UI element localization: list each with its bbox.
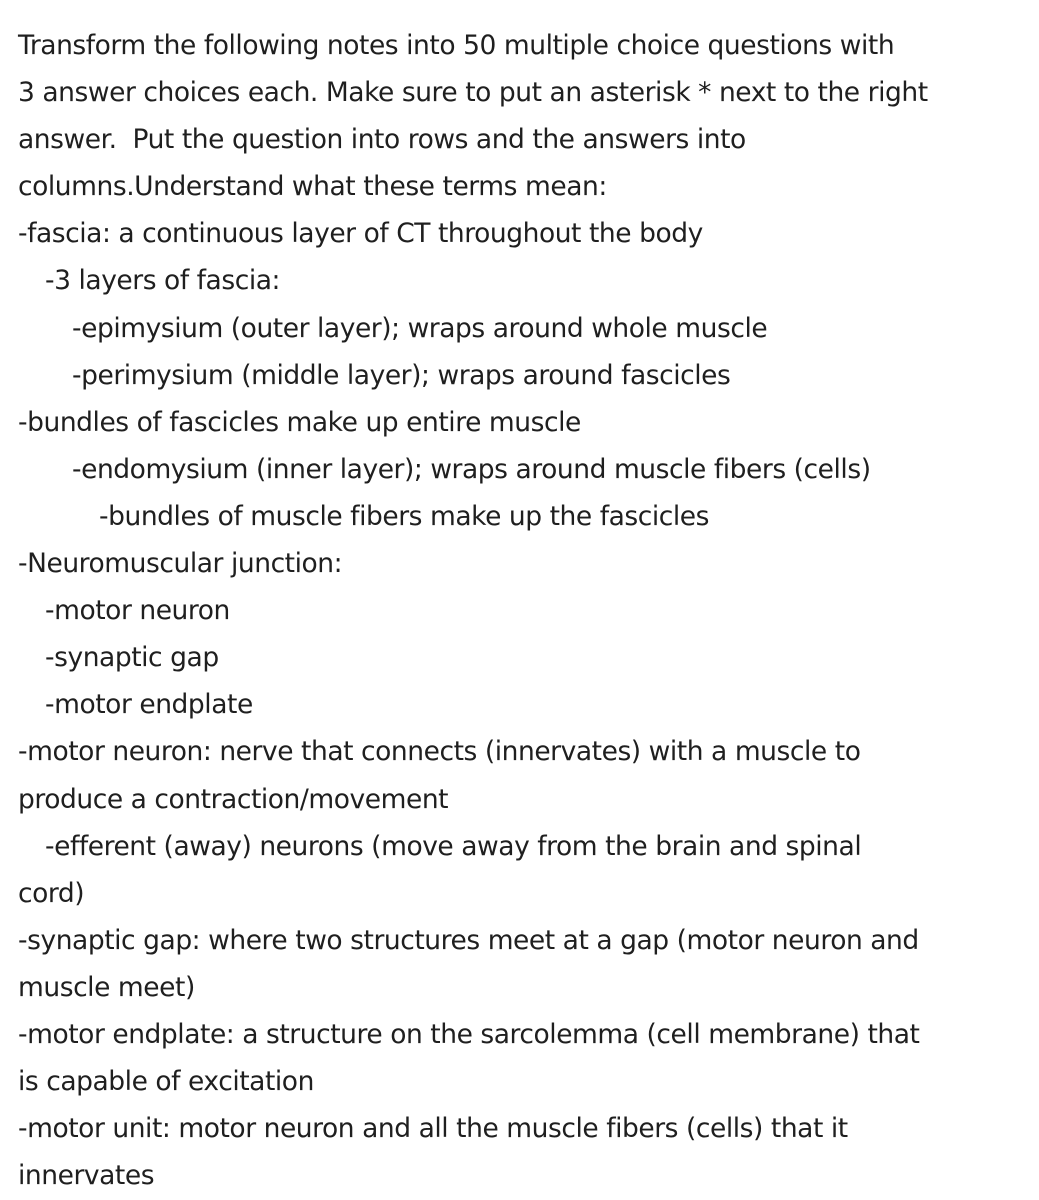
note-efferent-1: -efferent (away) neurons (move away from the brain and spinal — [45, 830, 862, 862]
note-motor-neuron-def-1: -motor neuron: nerve that connects (innervates) with a muscle to — [18, 736, 861, 768]
note-synaptic-gap-def-1: -synaptic gap: where two structures meet at a gap (motor neuron and — [18, 924, 919, 956]
note-three-layers: -3 layers of fascia: — [45, 265, 280, 297]
note-motor-neuron-def-2: produce a contraction/movement — [18, 783, 449, 815]
note-fascia: -fascia: a continuous layer of CT throughout the body — [18, 218, 703, 250]
note-synaptic-gap-def-2: muscle meet) — [18, 971, 195, 1003]
note-neuromuscular-junction: -Neuromuscular junction: — [18, 548, 343, 580]
instruction-line-3: answer. Put the question into rows and the answers into — [18, 124, 746, 156]
instruction-line-4: columns.Understand what these terms mean: — [18, 171, 607, 203]
note-efferent-2: cord) — [18, 877, 85, 909]
note-endomysium: -endomysium (inner layer); wraps around muscle fibers (cells) — [72, 453, 871, 485]
note-motor-endplate-def-1: -motor endplate: a structure on the sarcolemma (cell membrane) that — [18, 1018, 920, 1050]
note-epimysium: -epimysium (outer layer); wraps around whole muscle — [72, 312, 768, 344]
note-nmj-motor-endplate: -motor endplate — [45, 689, 253, 721]
instruction-line-2: 3 answer choices each. Make sure to put an asterisk * next to the right — [18, 77, 928, 109]
note-motor-unit-def-1: -motor unit: motor neuron and all the muscle fibers (cells) that it — [18, 1113, 848, 1145]
note-motor-unit-def-2: innervates — [18, 1160, 155, 1192]
note-motor-endplate-def-2: is capable of excitation — [18, 1066, 314, 1098]
note-perimysium: -perimysium (middle layer); wraps around fascicles — [72, 359, 731, 391]
note-bundles-fascicles: -bundles of fascicles make up entire muscle — [18, 406, 581, 438]
note-bundles-fibers: -bundles of muscle fibers make up the fascicles — [99, 500, 710, 532]
instruction-line-1: Transform the following notes into 50 multiple choice questions with — [18, 30, 895, 61]
note-nmj-synaptic-gap: -synaptic gap — [45, 642, 219, 674]
note-nmj-motor-neuron: -motor neuron — [45, 595, 230, 627]
